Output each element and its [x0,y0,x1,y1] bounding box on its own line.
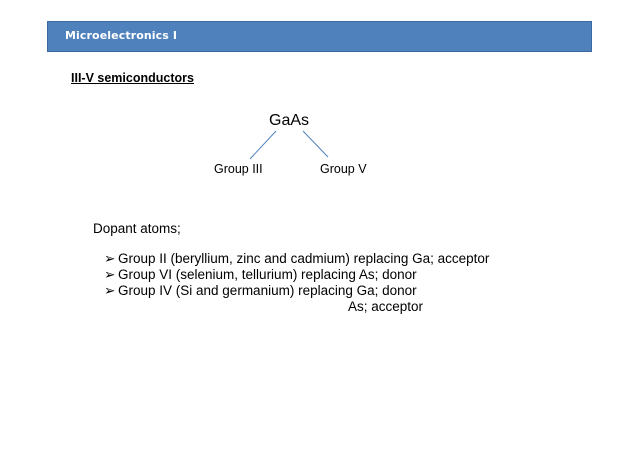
dopant-heading: Dopant atoms; [93,221,181,236]
arrow-bullet-icon: ➢ [104,251,116,266]
list-item [104,283,489,299]
list-item [104,267,489,283]
dopant-list [104,251,489,299]
dopant-item-text: Group VI (selenium, tellurium) replacing As; donor [118,267,417,282]
compound-label: GaAs [269,112,310,129]
list-item [104,251,489,267]
slide-title: III-V semiconductors [71,71,194,85]
group-iii-label: Group III [214,162,263,176]
dopant-item-text: Group II (beryllium, zinc and cadmium) replacing Ga; acceptor [118,251,490,266]
dopant-continuation-text: As; acceptor [348,299,424,314]
arrow-bullet-icon: ➢ [104,283,116,298]
group-v-label: Group V [320,162,367,176]
arrow-bullet-icon: ➢ [104,267,116,282]
dopant-item-text: Group IV (Si and germanium) replacing Ga; donor [118,283,417,298]
branch-line-right [303,131,328,157]
course-title: Microelectronics I [65,29,178,42]
branch-line-left [250,131,276,159]
